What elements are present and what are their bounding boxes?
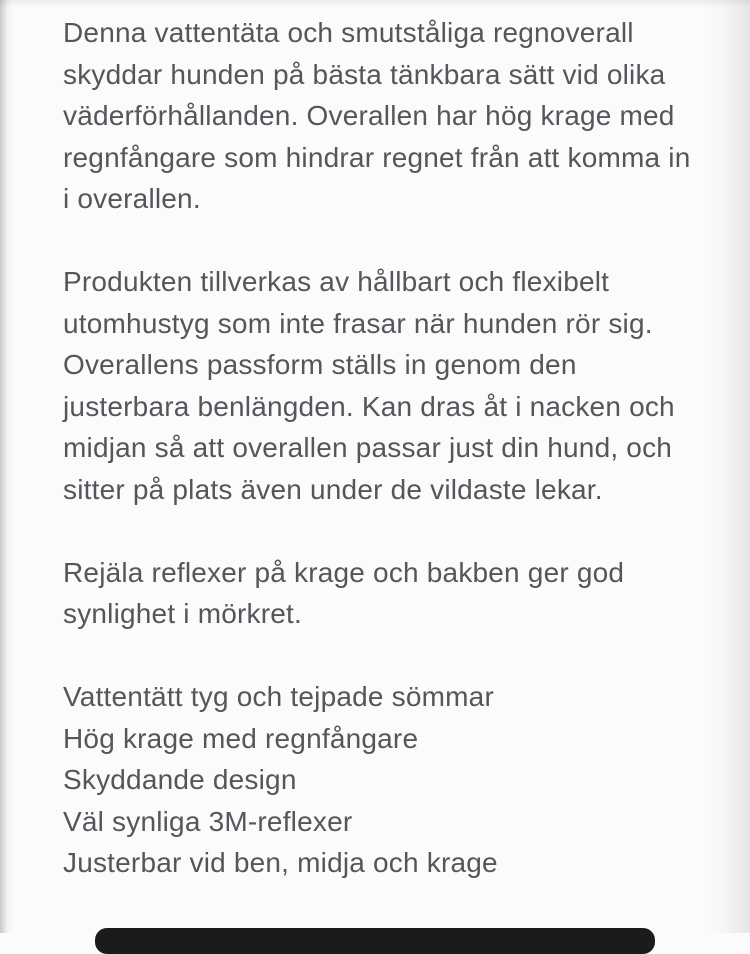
product-description-section — [63, 12, 703, 884]
feature-item: Skyddande design — [63, 764, 297, 795]
left-edge-shadow — [0, 0, 13, 933]
feature-item: Justerbar vid ben, midja och krage — [63, 847, 498, 878]
feature-list — [63, 676, 703, 884]
right-edge-shadow — [702, 0, 750, 933]
description-paragraph-3: Rejäla reflexer på krage och bakben ger god synlighet i mörkret. — [63, 556, 625, 629]
bottom-action-button-partial[interactable] — [95, 928, 655, 954]
top-edge-shadow — [0, 0, 750, 8]
description-paragraph-2: Produkten tillverkas av hållbart och flexibelt utomhustyg som inte frasar när hunden rör sig. Overallens passform ställs in genom den justerbara benlängden. Kan dras åt i nacken och midjan så att overallen passar just din hund, och sitter på plats även under de vildaste lekar. — [63, 266, 675, 505]
feature-item: Hög krage med regnfångare — [63, 722, 419, 754]
feature-item: Väl synliga 3M-reflexer — [63, 805, 353, 837]
feature-item: Vattentätt tyg och tejpade sömmar — [63, 681, 494, 712]
description-paragraph-1: Denna vattentäta och smutståliga regnoverall skyddar hunden på bästa tänkbara sätt vid olika väderförhållanden. Overallen har hög krage med regnfångare som hindrar regnet från att komma in i overallen. — [63, 17, 691, 214]
